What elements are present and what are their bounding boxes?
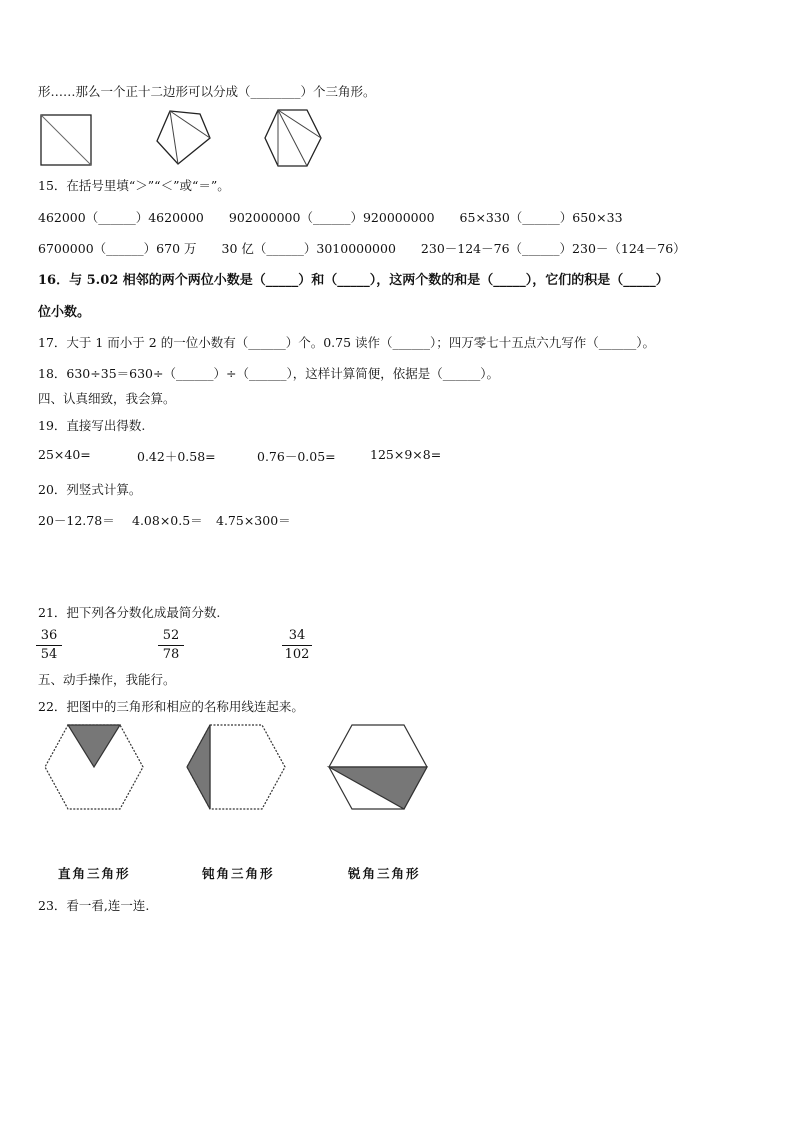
- q21-title: 21．把下列各分数化成最简分数.: [38, 605, 221, 620]
- fraction-numerator: 36: [36, 628, 62, 646]
- q14-text: 形……那么一个正十二边形可以分成（________）个三角形。: [38, 84, 376, 99]
- q19-item: 125×9×8=: [370, 447, 442, 462]
- q15-row2: 6700000（______）670 万 30 亿（______）3010000000 230－124－76（______）230－（124－76）: [38, 241, 686, 256]
- q19-item: 25×40=: [38, 447, 91, 462]
- q17-text: 17．大于 1 而小于 2 的一位小数有（______）个。0.75 读作（______）；四万零七十五点六九写作（______）。: [38, 335, 656, 350]
- q18-text: 18．630÷35＝630÷（______）÷（______），这样计算简便，依据是（______）。: [38, 366, 499, 381]
- q19-item: 0.42＋0.58=: [137, 449, 216, 464]
- label-obtuse-triangle: 钝角三角形: [202, 866, 275, 881]
- square-divided-figure: [38, 112, 94, 168]
- label-right-triangle: 直角三角形: [58, 866, 131, 881]
- section-5-heading: 五、动手操作，我能行。: [38, 672, 176, 687]
- hexagon-obtuse-triangle-figure: [184, 722, 288, 812]
- q19-title: 19．直接写出得数.: [38, 418, 146, 433]
- fraction-numerator: 34: [282, 628, 312, 646]
- pentagon-divided-figure: [154, 108, 214, 168]
- fraction-denominator: 54: [40, 647, 58, 662]
- q15-title: 15．在括号里填“＞”“＜”或“＝”。: [38, 178, 230, 193]
- fraction: [36, 628, 62, 663]
- fraction-numerator: 52: [158, 628, 184, 646]
- q19-item: 0.76－0.05=: [257, 449, 336, 464]
- section-4-heading: 四、认真细致，我会算。: [38, 391, 176, 406]
- q22-title: 22．把图中的三角形和相应的名称用线连起来。: [38, 699, 304, 714]
- fraction: [158, 628, 184, 663]
- q15-row1: 462000（______）4620000 902000000（______）920000000 65×330（______）650×33: [38, 210, 623, 225]
- fraction-denominator: 102: [284, 647, 310, 662]
- label-acute-triangle: 锐角三角形: [348, 866, 421, 881]
- hexagon-acute-triangle-figure: [326, 722, 430, 812]
- q16-line1: 16．与 5.02 相邻的两个两位小数是（_____）和（_____），这两个数的和是（_____），它们的积是（_____）: [38, 273, 669, 288]
- q20-item: 4.08×0.5＝: [132, 513, 203, 528]
- fraction-denominator: 78: [162, 647, 180, 662]
- q20-title: 20．列竖式计算。: [38, 482, 142, 497]
- hexagon-right-triangle-figure: [42, 722, 146, 812]
- q23-title: 23．看一看,连一连.: [38, 898, 150, 913]
- q20-item: 4.75×300＝: [216, 513, 291, 528]
- q16-line2: 位小数。: [38, 305, 91, 320]
- q20-item: 20－12.78＝: [38, 513, 115, 528]
- hexagon-divided-figure: [262, 107, 324, 169]
- fraction: [282, 628, 312, 663]
